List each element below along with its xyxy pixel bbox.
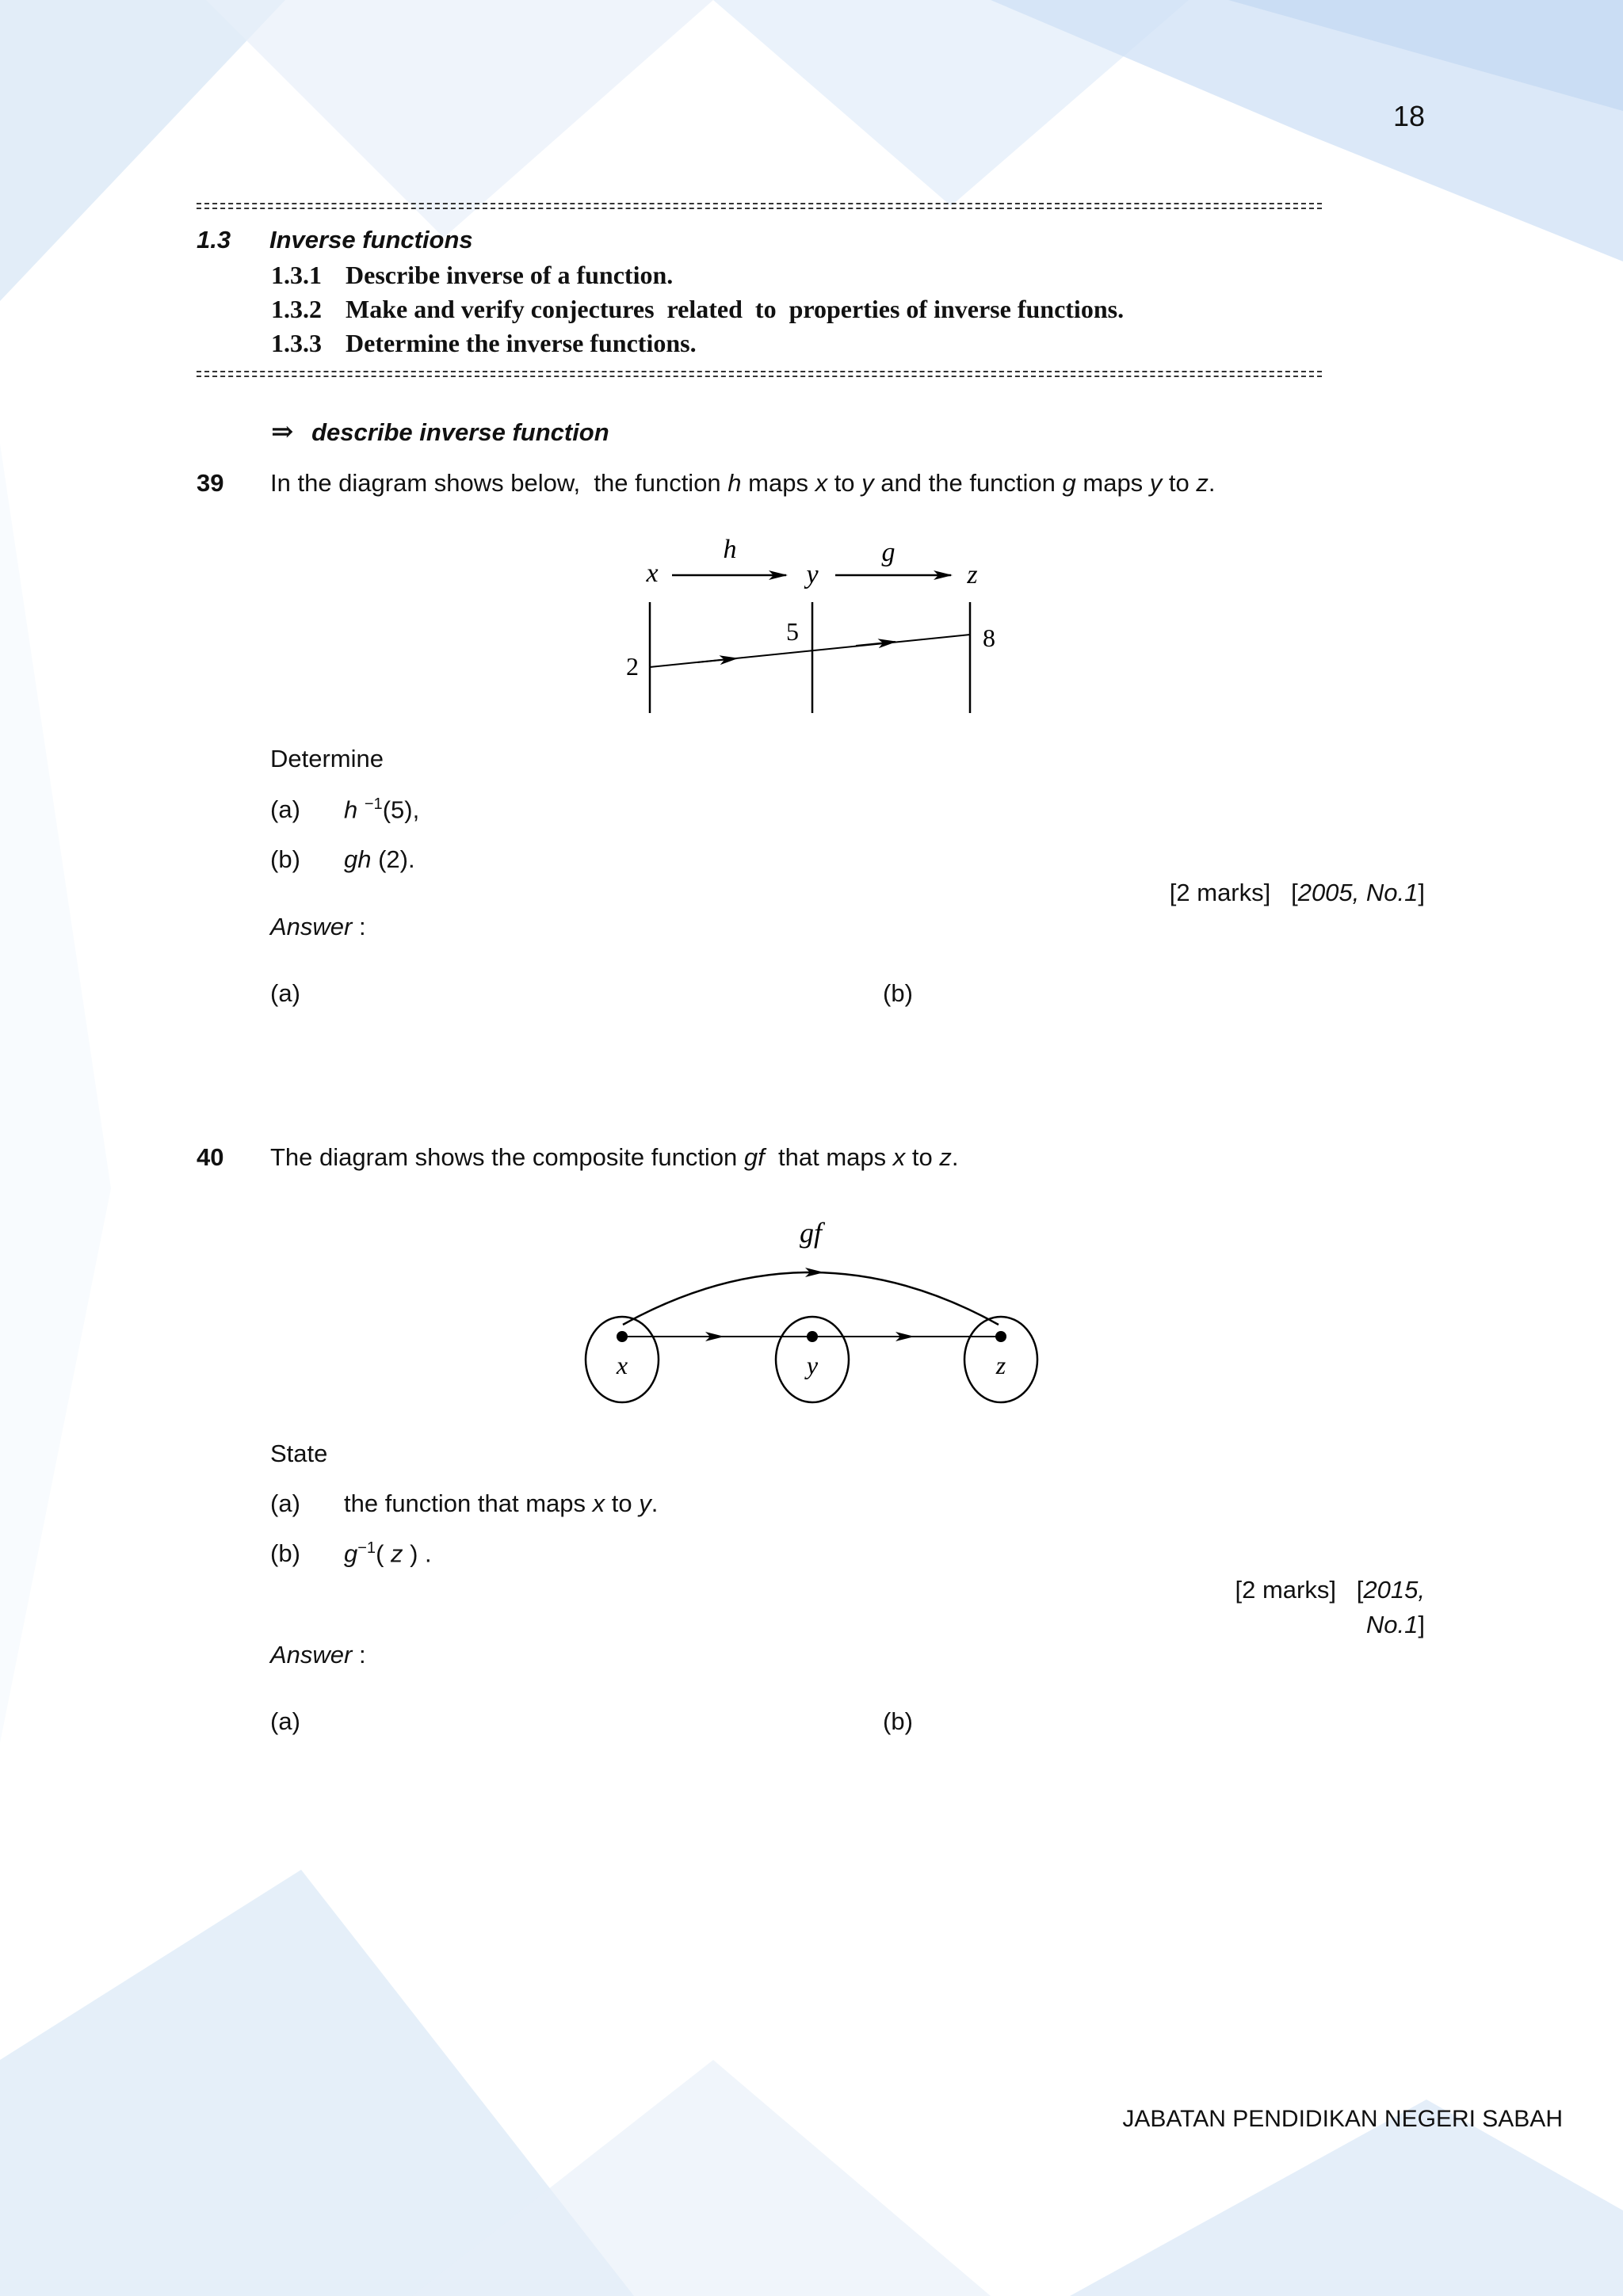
q39-part-b: gh (2). xyxy=(344,845,415,873)
question-39-stem: In the diagram shows below, the function h maps x to y and the function g maps y to z. xyxy=(270,469,1216,497)
set-label-y: y xyxy=(806,560,819,589)
q39-part-a-label: (a) xyxy=(270,795,300,823)
objective-2: 1.3.2 Make and verify conjectures related to properties of inverse functions. xyxy=(271,295,1125,323)
q39-part-b-label: (b) xyxy=(270,845,300,873)
section-title: Inverse functions xyxy=(269,226,473,254)
q39-marks: [2 marks] [2005, No.1] xyxy=(1169,879,1425,906)
question-39-number: 39 xyxy=(197,469,224,497)
set-label-y: y xyxy=(806,1351,819,1379)
page-number: 18 xyxy=(1393,100,1426,132)
section-top-rule xyxy=(197,203,1322,209)
section-bottom-rule xyxy=(197,371,1322,377)
q40-instruction: State xyxy=(270,1440,328,1467)
mapping-arrow-2 xyxy=(856,642,896,646)
q40-part-b: $g^{-1}$( z ) . xyxy=(344,1539,432,1568)
q40-part-b-label: (b) xyxy=(270,1539,300,1567)
q40-answer-a: (a) xyxy=(270,1707,300,1735)
objective-1: 1.3.1 Describe inverse of a function. xyxy=(271,261,674,289)
q39-instruction: Determine xyxy=(270,745,384,772)
q39-answer-label: Answer : xyxy=(270,913,366,940)
set-label-x: x xyxy=(616,1351,628,1379)
q39-answer-b: (b) xyxy=(883,979,913,1007)
set-label-z: z xyxy=(967,560,978,589)
topic-heading xyxy=(271,416,609,448)
q40-marks: [2 marks] [2015, No.1] xyxy=(1235,1576,1425,1638)
label-g: g xyxy=(881,538,896,567)
q39-mapping-diagram xyxy=(602,523,1046,721)
topic-label: describe inverse function xyxy=(311,418,609,446)
value-5: 5 xyxy=(786,617,799,646)
q39-part-a: h $^{-1}$(5), xyxy=(344,795,420,824)
label-h: h xyxy=(723,535,737,564)
implies-arrow: ⇒ xyxy=(271,418,294,447)
label-gf: gf xyxy=(799,1217,823,1249)
section-number: 1.3 xyxy=(197,226,231,254)
value-2: 2 xyxy=(626,652,639,681)
q40-part-a: the function that maps x to y. xyxy=(344,1489,659,1517)
question-40-stem: The diagram shows the composite function gf that maps x to z. xyxy=(270,1143,959,1171)
set-label-z: z xyxy=(995,1351,1006,1379)
set-label-x: x xyxy=(646,559,659,588)
q40-answer-label: Answer : xyxy=(270,1641,366,1669)
question-40-number: 40 xyxy=(197,1143,224,1171)
q40-composite-diagram xyxy=(571,1204,1062,1410)
value-8: 8 xyxy=(983,624,995,652)
objective-3: 1.3.3 Determine the inverse functions. xyxy=(271,329,697,357)
q40-part-a-label: (a) xyxy=(270,1489,300,1517)
footer-department: JABATAN PENDIDIKAN NEGERI SABAH xyxy=(1122,2106,1563,2132)
q39-answer-a: (a) xyxy=(270,979,300,1007)
mapping-arrow-1 xyxy=(697,658,737,662)
q40-answer-b: (b) xyxy=(883,1707,913,1735)
